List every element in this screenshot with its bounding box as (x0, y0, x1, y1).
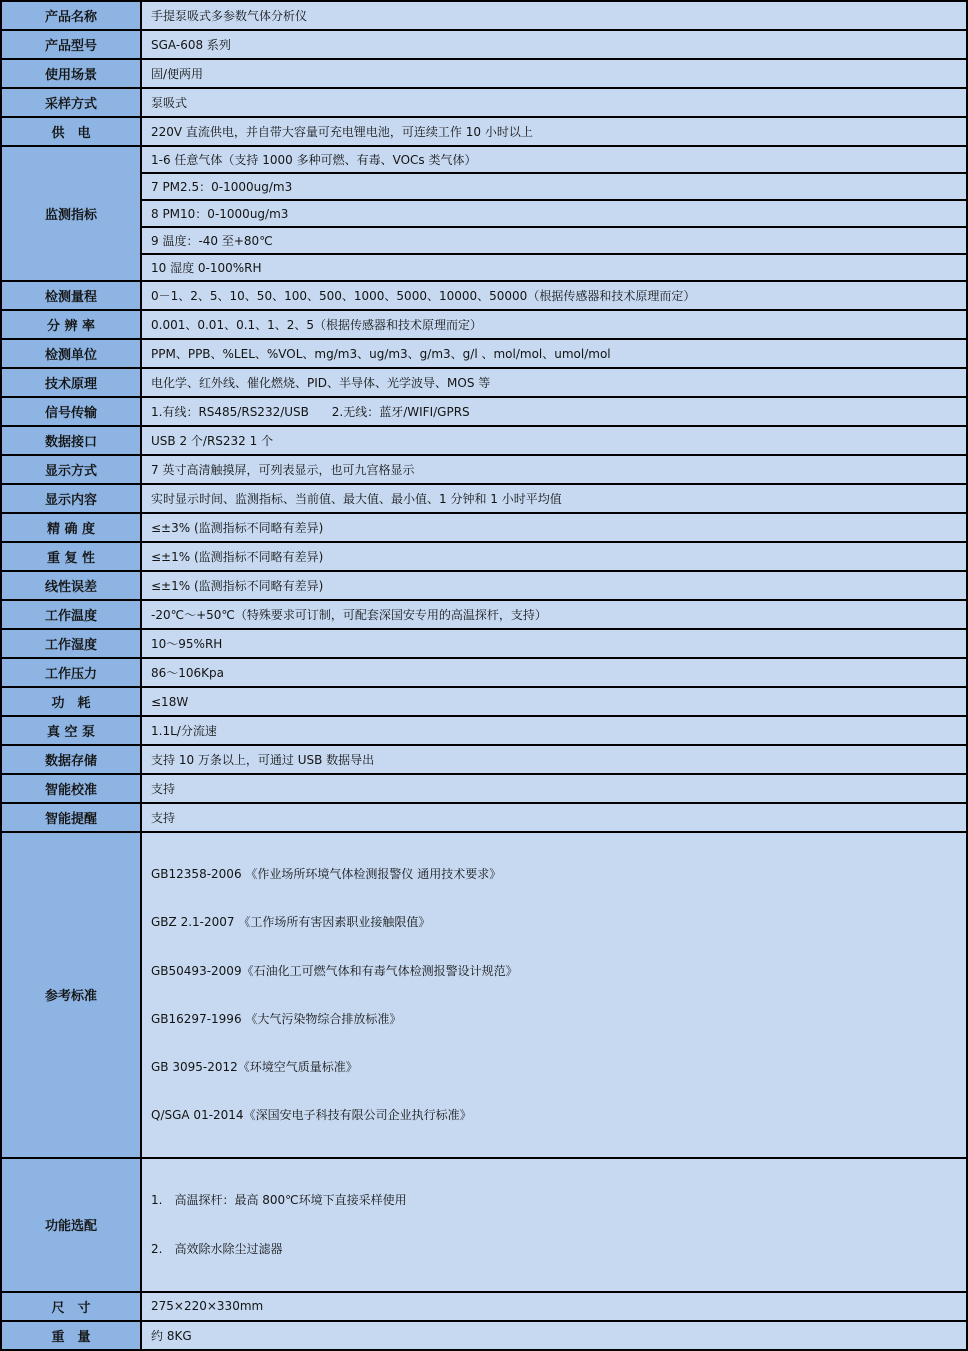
spec-value-resolution: 0.001、0.01、0.1、1、2、5（根据传感器和技术原理而定） (141, 310, 967, 339)
spec-value-power-supply: 220V 直流供电，并自带大容量可充电锂电池，可连续工作 10 小时以上 (141, 117, 967, 146)
spec-row-accuracy (1, 513, 967, 542)
standard-line-1: GB12358-2006 《作业场所环境气体检测报警仪 通用技术要求》 (151, 867, 502, 881)
spec-label-product-name: 产品名称 (1, 1, 141, 30)
spec-row-model (1, 30, 967, 59)
spec-label-vacuum-pump: 真 空 泵 (1, 716, 141, 745)
spec-label-sampling: 采样方式 (1, 88, 141, 117)
spec-value-smart-calibration: 支持 (141, 774, 967, 803)
spec-label-display-content: 显示内容 (1, 484, 141, 513)
spec-row-smart-reminder (1, 803, 967, 832)
spec-value-repeatability: ≤±1% (监测指标不同略有差异) (141, 542, 967, 571)
spec-row-display-content (1, 484, 967, 513)
spec-label-signal: 信号传输 (1, 397, 141, 426)
spec-label-linearity: 线性误差 (1, 571, 141, 600)
spec-label-work-humidity: 工作湿度 (1, 629, 141, 658)
spec-row-power-consumption (1, 687, 967, 716)
spec-value-work-temp: -20℃～+50℃（特殊要求可订制，可配套深国安专用的高温探杆，支持） (141, 600, 967, 629)
spec-label-repeatability: 重 复 性 (1, 542, 141, 571)
spec-row-sampling (1, 88, 967, 117)
spec-row-resolution (1, 310, 967, 339)
spec-row-monitor-items (1, 200, 967, 227)
spec-value-signal: 1.有线：RS485/RS232/USB 2.无线：蓝牙/WIFI/GPRS (141, 397, 967, 426)
spec-value-scene: 固/便两用 (141, 59, 967, 88)
standard-line-5: GB 3095-2012《环境空气质量标准》 (151, 1060, 358, 1075)
spec-value-range: 0－1、2、5、10、50、100、500、1000、5000、10000、50000（根据传感器和技术原理而定） (141, 281, 967, 310)
spec-row-units (1, 339, 967, 368)
spec-value-model: SGA-608 系列 (141, 30, 967, 59)
spec-row-monitor-items (1, 227, 967, 254)
spec-row-monitor-items (1, 173, 967, 200)
spec-value-linearity: ≤±1% (监测指标不同略有差异) (141, 571, 967, 600)
spec-row-linearity (1, 571, 967, 600)
spec-label-monitor-items: 监测指标 (1, 146, 141, 281)
spec-row-principle (1, 368, 967, 397)
spec-row-smart-calibration (1, 774, 967, 803)
spec-row-weight (1, 1321, 967, 1350)
spec-label-standards: 参考标准 (1, 832, 141, 1158)
spec-value-monitor-item-3: 8 PM10：0-1000ug/m3 (141, 200, 967, 227)
spec-value-sampling: 泵吸式 (141, 88, 967, 117)
spec-row-ports (1, 426, 967, 455)
spec-value-product-name: 手提泵吸式多参数气体分析仪 (141, 1, 967, 30)
spec-label-resolution: 分 辨 率 (1, 310, 141, 339)
spec-label-ports: 数据接口 (1, 426, 141, 455)
spec-row-display-mode (1, 455, 967, 484)
standard-line-2: GBZ 2.1-2007 《工作场所有害因素职业接触限值》 (151, 915, 431, 930)
spec-row-product-name (1, 1, 967, 30)
spec-value-work-pressure: 86～106Kpa (141, 658, 967, 687)
spec-value-principle: 电化学、红外线、催化燃烧、PID、半导体、光学波导、MOS 等 (141, 368, 967, 397)
spec-label-accuracy: 精 确 度 (1, 513, 141, 542)
spec-label-dimensions: 尺 寸 (1, 1292, 141, 1321)
spec-label-power-supply: 供 电 (1, 117, 141, 146)
spec-label-work-pressure: 工作压力 (1, 658, 141, 687)
spec-value-units: PPM、PPB、%LEL、%VOL、mg/m3、ug/m3、g/m3、g/l 、mol/mol、umol/mol (141, 339, 967, 368)
spec-row-vacuum-pump (1, 716, 967, 745)
spec-value-display-content: 实时显示时间、监测指标、当前值、最大值、最小值、1 分钟和 1 小时平均值 (141, 484, 967, 513)
spec-value-work-humidity: 10～95%RH (141, 629, 967, 658)
standard-line-3: GB50493-2009《石油化工可燃气体和有毒气体检测报警设计规范》 (151, 963, 518, 978)
spec-value-monitor-item-5: 10 湿度 0-100%RH (141, 254, 967, 281)
spec-value-data-storage: 支持 10 万条以上，可通过 USB 数据导出 (141, 745, 967, 774)
spec-value-standards (141, 832, 967, 1158)
spec-value-monitor-item-4: 9 温度：-40 至+80℃ (141, 227, 967, 254)
spec-row-data-storage (1, 745, 967, 774)
spec-row-work-temp (1, 600, 967, 629)
spec-label-data-storage: 数据存储 (1, 745, 141, 774)
spec-label-display-mode: 显示方式 (1, 455, 141, 484)
spec-label-power-consumption: 功 耗 (1, 687, 141, 716)
spec-value-options (141, 1158, 967, 1292)
option-line-2: 2. 高效除水除尘过滤器 (151, 1241, 283, 1256)
spec-value-smart-reminder: 支持 (141, 803, 967, 832)
standard-line-6: Q/SGA 01-2014《深国安电子科技有限公司企业执行标准》 (151, 1108, 472, 1123)
spec-label-work-temp: 工作温度 (1, 600, 141, 629)
spec-label-principle: 技术原理 (1, 368, 141, 397)
spec-value-power-consumption: ≤18W (141, 687, 967, 716)
spec-value-ports: USB 2 个/RS232 1 个 (141, 426, 967, 455)
spec-value-monitor-item-2: 7 PM2.5：0-1000ug/m3 (141, 173, 967, 200)
spec-value-monitor-item-1: 1-6 任意气体（支持 1000 多种可燃、有毒、VOCs 类气体） (141, 146, 967, 173)
spec-value-vacuum-pump: 1.1L/分流速 (141, 716, 967, 745)
option-line-1: 1. 高温探杆：最高 800℃环境下直接采样使用 (151, 1192, 407, 1207)
spec-row-repeatability (1, 542, 967, 571)
spec-value-display-mode: 7 英寸高清触摸屏，可列表显示，也可九宫格显示 (141, 455, 967, 484)
spec-row-power-supply (1, 117, 967, 146)
spec-value-weight: 约 8KG (141, 1321, 967, 1350)
spec-label-scene: 使用场景 (1, 59, 141, 88)
spec-row-monitor-items (1, 146, 967, 173)
spec-row-work-pressure (1, 658, 967, 687)
spec-row-range (1, 281, 967, 310)
spec-label-units: 检测单位 (1, 339, 141, 368)
spec-label-smart-reminder: 智能提醒 (1, 803, 141, 832)
spec-row-options (1, 1158, 967, 1292)
spec-row-scene (1, 59, 967, 88)
spec-value-accuracy: ≤±3% (监测指标不同略有差异) (141, 513, 967, 542)
spec-label-options: 功能选配 (1, 1158, 141, 1292)
spec-value-dimensions: 275×220×330mm (141, 1292, 967, 1321)
spec-row-dimensions (1, 1292, 967, 1321)
spec-row-work-humidity (1, 629, 967, 658)
spec-row-monitor-items (1, 254, 967, 281)
spec-label-range: 检测量程 (1, 281, 141, 310)
standard-line-4: GB16297-1996 《大气污染物综合排放标准》 (151, 1011, 402, 1026)
spec-label-smart-calibration: 智能校准 (1, 774, 141, 803)
spec-row-signal (1, 397, 967, 426)
spec-row-standards (1, 832, 967, 1158)
spec-label-weight: 重 量 (1, 1321, 141, 1350)
spec-label-model: 产品型号 (1, 30, 141, 59)
